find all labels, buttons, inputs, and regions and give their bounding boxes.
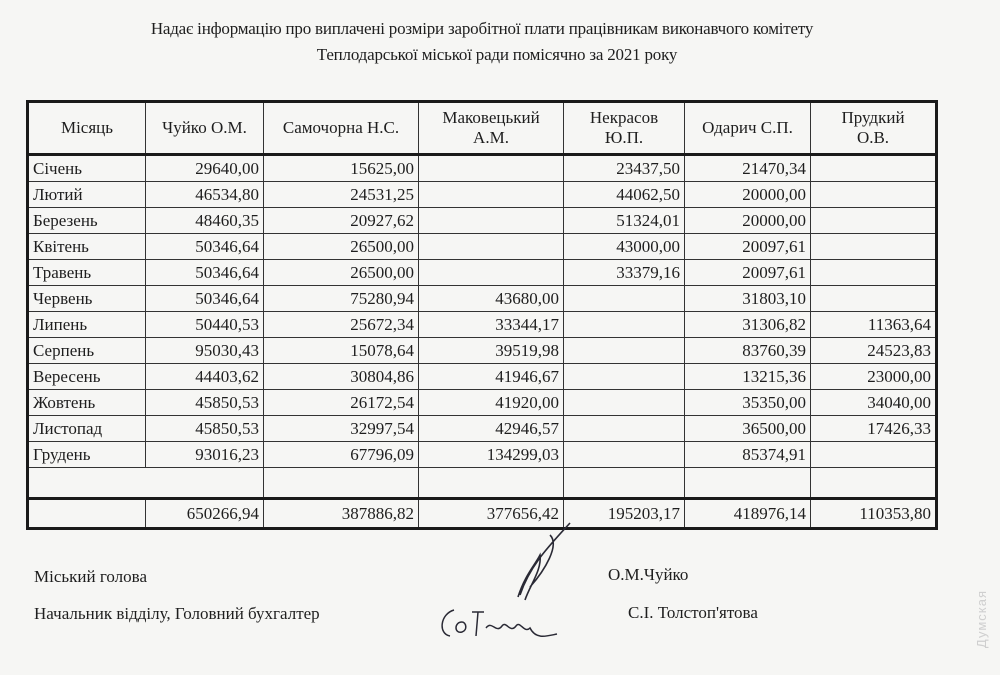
salary-cell <box>811 155 937 182</box>
column-header-text: О.В. <box>856 128 890 147</box>
salary-table <box>26 100 938 530</box>
salary-cell <box>564 338 685 364</box>
salary-cell: 41920,00 <box>419 390 564 416</box>
column-header-text: Прудкий <box>841 108 905 127</box>
table-row <box>28 260 937 286</box>
table-row <box>28 155 937 182</box>
salary-cell: 36500,00 <box>685 416 811 442</box>
signature-name-accountant: С.І. Толстоп'ятова <box>628 603 758 622</box>
salary-cell <box>564 416 685 442</box>
salary-cell <box>419 234 564 260</box>
salary-cell: 34040,00 <box>811 390 937 416</box>
salary-cell: 25672,34 <box>264 312 419 338</box>
month-cell: Травень <box>28 260 146 286</box>
month-cell: Липень <box>28 312 146 338</box>
column-header <box>419 102 564 155</box>
salary-cell <box>564 312 685 338</box>
table-row <box>28 442 937 468</box>
salary-cell: 26500,00 <box>264 234 419 260</box>
blank-cell <box>419 468 564 499</box>
column-header-text: Ю.П. <box>604 128 644 147</box>
salary-cell: 67796,09 <box>264 442 419 468</box>
total-cell: 650266,94 <box>146 499 264 529</box>
total-cell: 377656,42 <box>419 499 564 529</box>
total-cell: 110353,80 <box>811 499 937 529</box>
salary-cell: 23000,00 <box>811 364 937 390</box>
month-cell: Жовтень <box>28 390 146 416</box>
blank-row <box>28 468 937 499</box>
blank-cell <box>28 468 264 499</box>
signature-role-mayor: Міський голова <box>34 567 147 586</box>
salary-cell: 29640,00 <box>146 155 264 182</box>
blank-cell <box>685 468 811 499</box>
salary-cell: 134299,03 <box>419 442 564 468</box>
salary-cell: 31306,82 <box>685 312 811 338</box>
salary-cell: 26172,54 <box>264 390 419 416</box>
salary-cell <box>811 286 937 312</box>
salary-cell <box>811 442 937 468</box>
total-cell: 195203,17 <box>564 499 685 529</box>
table-row <box>28 390 937 416</box>
salary-cell <box>811 260 937 286</box>
table-row <box>28 234 937 260</box>
salary-cell: 50346,64 <box>146 286 264 312</box>
salary-cell: 50440,53 <box>146 312 264 338</box>
totals-row <box>28 499 937 529</box>
salary-cell: 42946,57 <box>419 416 564 442</box>
salary-cell <box>564 286 685 312</box>
salary-cell: 51324,01 <box>564 208 685 234</box>
salary-cell: 20927,62 <box>264 208 419 234</box>
salary-cell: 31803,10 <box>685 286 811 312</box>
table-row <box>28 416 937 442</box>
total-cell: 418976,14 <box>685 499 811 529</box>
blank-cell <box>264 468 419 499</box>
salary-cell <box>811 234 937 260</box>
column-header <box>811 102 937 155</box>
salary-cell: 26500,00 <box>264 260 419 286</box>
salary-cell: 43000,00 <box>564 234 685 260</box>
month-cell: Квітень <box>28 234 146 260</box>
salary-cell <box>564 390 685 416</box>
salary-cell: 93016,23 <box>146 442 264 468</box>
column-header-text: А.М. <box>473 128 509 147</box>
salary-cell <box>419 260 564 286</box>
blank-cell <box>811 468 937 499</box>
salary-cell: 30804,86 <box>264 364 419 390</box>
salary-cell: 75280,94 <box>264 286 419 312</box>
salary-cell: 45850,53 <box>146 416 264 442</box>
salary-cell: 43680,00 <box>419 286 564 312</box>
signature-role-accountant: Начальник відділу, Головний бухгалтер <box>34 604 320 623</box>
watermark: Думская <box>974 590 989 649</box>
salary-cell: 17426,33 <box>811 416 937 442</box>
month-cell: Червень <box>28 286 146 312</box>
salary-cell <box>811 182 937 208</box>
salary-cell: 20097,61 <box>685 260 811 286</box>
salary-cell: 15625,00 <box>264 155 419 182</box>
column-header <box>685 102 811 155</box>
salary-cell: 20000,00 <box>685 182 811 208</box>
document-title-line-1: Надає інформацію про виплачені розміри заробітної плати працівникам виконавчого комітету <box>150 19 814 38</box>
salary-cell: 44403,62 <box>146 364 264 390</box>
table-row <box>28 338 937 364</box>
month-cell: Вересень <box>28 364 146 390</box>
salary-cell: 35350,00 <box>685 390 811 416</box>
column-header-text: Одарич С.П. <box>702 118 793 137</box>
salary-cell: 95030,43 <box>146 338 264 364</box>
column-header <box>264 102 419 155</box>
column-header-text: Самочорна Н.С. <box>282 118 400 137</box>
salary-cell: 24523,83 <box>811 338 937 364</box>
salary-cell: 85374,91 <box>685 442 811 468</box>
salary-cell: 23437,50 <box>564 155 685 182</box>
month-cell: Грудень <box>28 442 146 468</box>
column-header <box>28 102 146 155</box>
handwritten-signature-accountant <box>432 600 562 645</box>
salary-cell: 32997,54 <box>264 416 419 442</box>
table-row <box>28 286 937 312</box>
signature-name-mayor: О.М.Чуйко <box>608 565 689 584</box>
salary-cell <box>564 364 685 390</box>
salary-cell <box>419 155 564 182</box>
month-cell: Серпень <box>28 338 146 364</box>
table-row <box>28 312 937 338</box>
totals-label-cell <box>28 499 146 529</box>
salary-cell <box>811 208 937 234</box>
salary-cell: 45850,53 <box>146 390 264 416</box>
column-header <box>564 102 685 155</box>
salary-cell: 50346,64 <box>146 234 264 260</box>
column-header-text: Місяць <box>60 118 114 137</box>
column-header-text: Чуйко О.М. <box>162 118 247 137</box>
table-row <box>28 364 937 390</box>
salary-cell: 83760,39 <box>685 338 811 364</box>
salary-cell <box>564 442 685 468</box>
total-cell: 387886,82 <box>264 499 419 529</box>
document-title-line-2: Теплодарської міської ради помісячно за 2021 року <box>316 45 678 64</box>
salary-cell: 48460,35 <box>146 208 264 234</box>
salary-cell: 21470,34 <box>685 155 811 182</box>
salary-cell: 50346,64 <box>146 260 264 286</box>
salary-cell: 39519,98 <box>419 338 564 364</box>
column-header <box>146 102 264 155</box>
salary-cell <box>419 208 564 234</box>
month-cell: Січень <box>28 155 146 182</box>
table-header-row <box>28 102 937 155</box>
table-row <box>28 208 937 234</box>
salary-cell: 20000,00 <box>685 208 811 234</box>
salary-cell: 15078,64 <box>264 338 419 364</box>
salary-cell: 20097,61 <box>685 234 811 260</box>
blank-cell <box>564 468 685 499</box>
column-header-text: Некрасов <box>589 108 659 127</box>
column-header-text: Маковецький <box>442 108 540 127</box>
salary-cell: 46534,80 <box>146 182 264 208</box>
salary-cell: 13215,36 <box>685 364 811 390</box>
table-row <box>28 182 937 208</box>
salary-cell <box>419 182 564 208</box>
salary-cell: 33344,17 <box>419 312 564 338</box>
salary-cell: 11363,64 <box>811 312 937 338</box>
month-cell: Лютий <box>28 182 146 208</box>
salary-cell: 33379,16 <box>564 260 685 286</box>
month-cell: Березень <box>28 208 146 234</box>
salary-cell: 44062,50 <box>564 182 685 208</box>
salary-cell: 41946,67 <box>419 364 564 390</box>
month-cell: Листопад <box>28 416 146 442</box>
salary-cell: 24531,25 <box>264 182 419 208</box>
